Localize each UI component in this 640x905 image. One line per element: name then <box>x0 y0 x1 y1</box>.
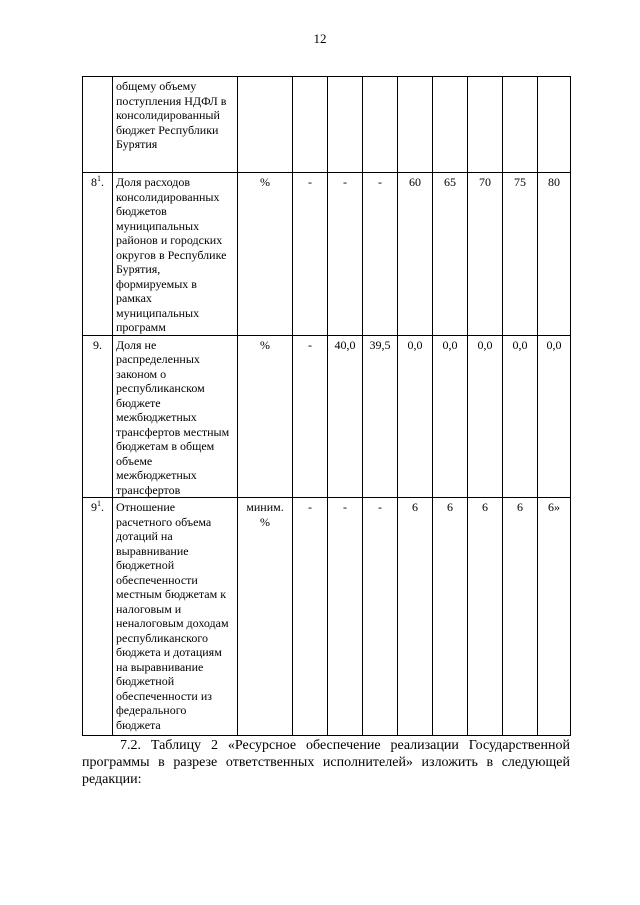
row-number-superscript: 1 <box>97 499 101 508</box>
indicator-name: общему объему поступления НДФЛ в консолидированный бюджет Республики Бурятия <box>113 77 238 173</box>
row-number <box>83 173 113 336</box>
indicator-value: - <box>293 498 328 736</box>
indicator-value: - <box>328 498 363 736</box>
indicators-table <box>82 76 571 736</box>
indicator-value <box>503 77 538 173</box>
indicator-value: 39,5 <box>363 335 398 498</box>
row-number <box>83 77 113 173</box>
indicator-value <box>363 77 398 173</box>
row-number-superscript: 1 <box>97 174 101 183</box>
unit-of-measure: миним. % <box>238 498 293 736</box>
indicator-value: 75 <box>503 173 538 336</box>
indicator-value: 80 <box>538 173 571 336</box>
row-number-suffix: . <box>101 500 104 514</box>
table-row <box>83 335 571 498</box>
indicator-value: 0,0 <box>538 335 571 498</box>
table-row <box>83 173 571 336</box>
row-number <box>83 335 113 498</box>
unit-of-measure <box>238 77 293 173</box>
indicator-name: Доля расходов консолидированных бюджетов муниципальных районов и городских округов в Республике Бурятия, формируемых в рамках муниципальных программ <box>113 173 238 336</box>
table-body <box>83 77 571 736</box>
indicator-value: - <box>293 173 328 336</box>
indicator-value: 70 <box>468 173 503 336</box>
unit-of-measure: % <box>238 173 293 336</box>
page-number: 12 <box>313 31 327 46</box>
indicator-value: 60 <box>398 173 433 336</box>
indicator-value <box>433 77 468 173</box>
indicator-value: 6 <box>468 498 503 736</box>
table-row <box>83 498 571 736</box>
indicator-value: 0,0 <box>503 335 538 498</box>
indicator-value: - <box>328 173 363 336</box>
indicator-value: 6» <box>538 498 571 736</box>
footer-text: 7.2. Таблицу 2 «Ресурсное обеспечение реализации Государственной программы в разрезе ответственных исполнителей» изложить в следующей редакции: <box>82 738 570 787</box>
indicator-value: - <box>293 335 328 498</box>
indicator-value: 6 <box>398 498 433 736</box>
indicator-value <box>398 77 433 173</box>
unit-of-measure: % <box>238 335 293 498</box>
row-number-text: 9 <box>91 500 97 514</box>
indicator-value <box>328 77 363 173</box>
indicator-value <box>468 77 503 173</box>
row-number-text: 9. <box>93 337 102 352</box>
row-number <box>83 498 113 736</box>
indicator-value: 0,0 <box>468 335 503 498</box>
indicator-name: Отношение расчетного объема дотаций на выравнивание бюджетной обеспеченности местным бюджетам к налоговым и неналоговым доходам республиканского бюджета и дотациям на выравнивание бюджетной обеспеченности из федерального бюджета <box>113 498 238 736</box>
indicator-value: 65 <box>433 173 468 336</box>
indicator-value: 6 <box>433 498 468 736</box>
indicator-value <box>538 77 571 173</box>
indicator-value: 0,0 <box>398 335 433 498</box>
indicator-value: - <box>363 498 398 736</box>
indicator-value <box>293 77 328 173</box>
indicator-value: 6 <box>503 498 538 736</box>
indicator-name: Доля не распределенных законом о республиканском бюджете межбюджетных трансфертов местным бюджетам в общем объеме межбюджетных трансфертов <box>113 335 238 498</box>
footer-paragraph <box>82 737 570 788</box>
row-number-text: 8 <box>91 175 97 189</box>
row-number-suffix: . <box>101 175 104 189</box>
indicator-value: 0,0 <box>433 335 468 498</box>
table-row <box>83 77 571 173</box>
indicator-value: 40,0 <box>328 335 363 498</box>
indicator-value: - <box>363 173 398 336</box>
